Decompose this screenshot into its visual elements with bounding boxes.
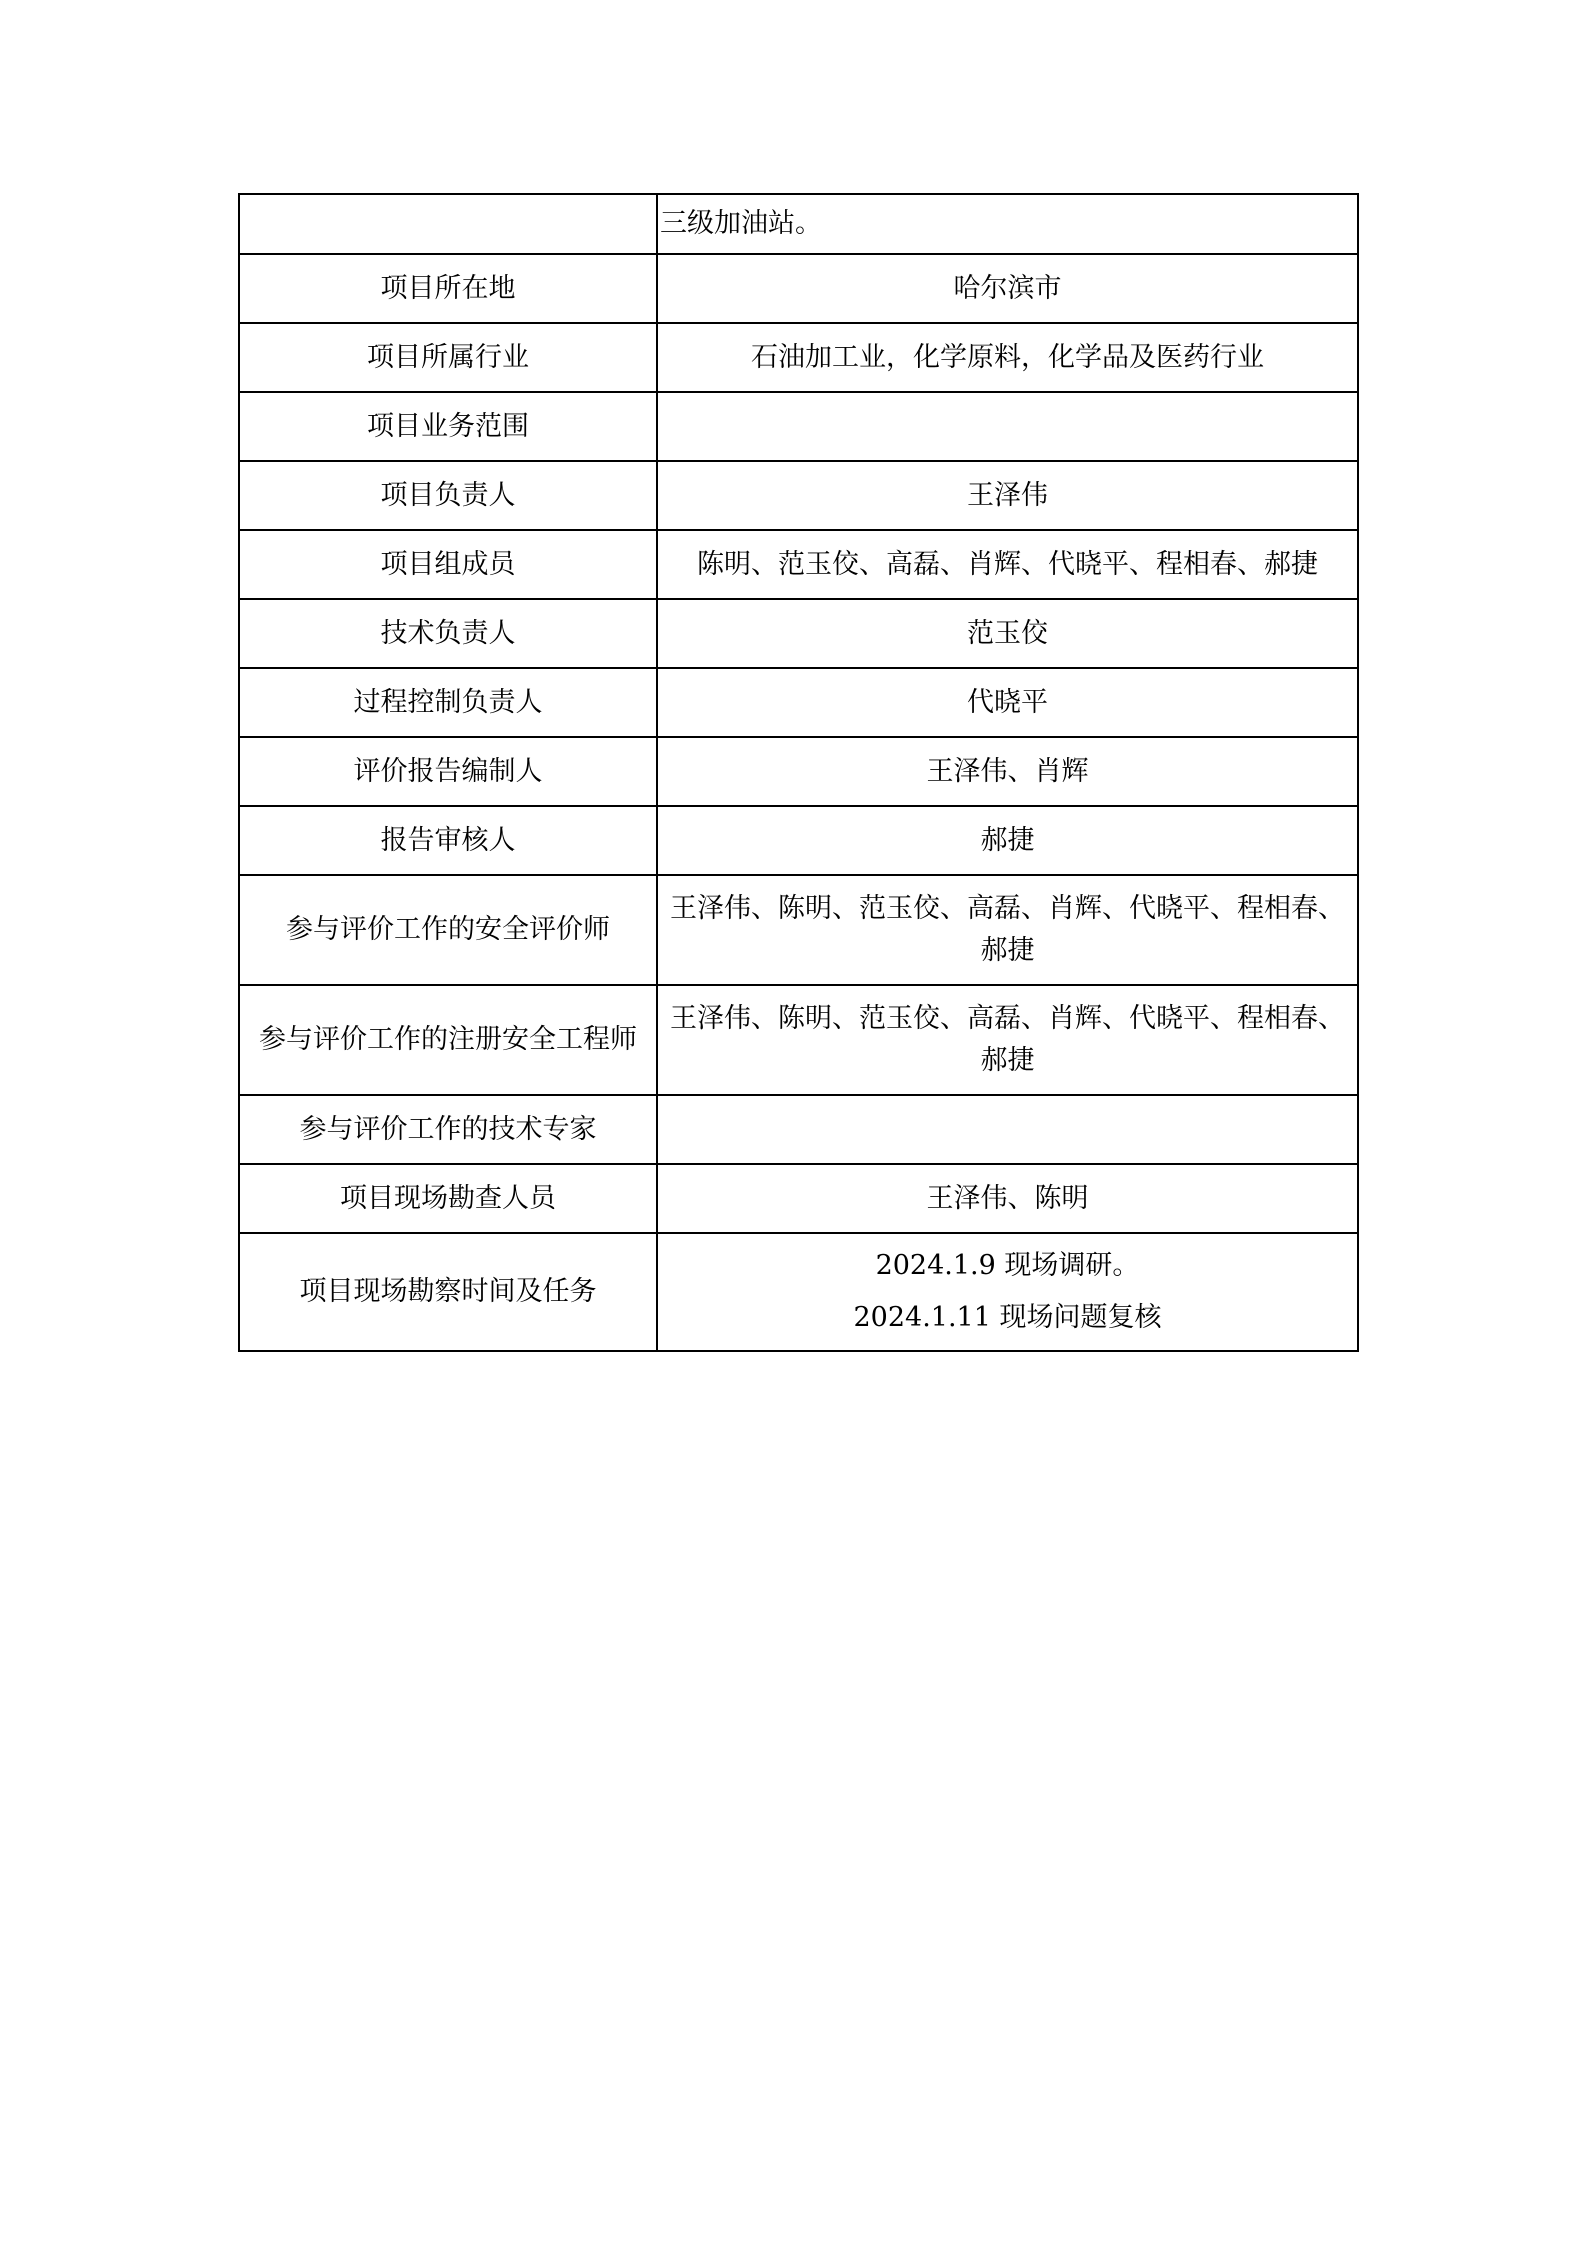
row-value [657,1095,1358,1164]
row-label: 项目业务范围 [239,392,657,461]
row-value: 王泽伟、肖辉 [657,737,1358,806]
row-value: 王泽伟、陈明、范玉佼、高磊、肖辉、代晓平、程相春、郝捷 [657,875,1358,985]
row-value: 王泽伟、陈明 [657,1164,1358,1233]
table-row [239,1164,1358,1233]
row-label: 项目现场勘察时间及任务 [239,1233,657,1351]
row-label: 项目所在地 [239,254,657,323]
table-row [239,461,1358,530]
row-label: 项目组成员 [239,530,657,599]
row-label: 项目负责人 [239,461,657,530]
table-row [239,737,1358,806]
row-value: 代晓平 [657,668,1358,737]
row-label: 参与评价工作的安全评价师 [239,875,657,985]
table-row [239,985,1358,1095]
continuation-text: 三级加油站。 [657,194,1358,254]
row-value-multiline [657,1233,1358,1351]
table-row [239,668,1358,737]
row-value: 王泽伟 [657,461,1358,530]
row-label: 参与评价工作的技术专家 [239,1095,657,1164]
table-row [239,194,1358,254]
row-label: 参与评价工作的注册安全工程师 [239,985,657,1095]
row-value: 哈尔滨市 [657,254,1358,323]
row-value: 范玉佼 [657,599,1358,668]
table-row [239,392,1358,461]
info-table [238,193,1359,1352]
table-row [239,254,1358,323]
table-row [239,323,1358,392]
row-label: 过程控制负责人 [239,668,657,737]
table-row [239,875,1358,985]
row-label: 评价报告编制人 [239,737,657,806]
row-label: 项目所属行业 [239,323,657,392]
row-value: 陈明、范玉佼、高磊、肖辉、代晓平、程相春、郝捷 [657,530,1358,599]
value-line: 2024.1.9 现场调研。 [875,1250,1140,1281]
table-row [239,1095,1358,1164]
value-lines [658,1240,1357,1344]
table-row [239,530,1358,599]
row-value [657,392,1358,461]
row-value: 郝捷 [657,806,1358,875]
table-cell-empty [239,194,657,254]
row-value: 石油加工业，化学原料，化学品及医药行业 [657,323,1358,392]
table-row [239,599,1358,668]
row-label: 报告审核人 [239,806,657,875]
table-row [239,806,1358,875]
row-value: 王泽伟、陈明、范玉佼、高磊、肖辉、代晓平、程相春、郝捷 [657,985,1358,1095]
row-label: 项目现场勘查人员 [239,1164,657,1233]
row-label: 技术负责人 [239,599,657,668]
value-line: 2024.1.11 现场问题复核 [853,1302,1162,1333]
table-row [239,1233,1358,1351]
